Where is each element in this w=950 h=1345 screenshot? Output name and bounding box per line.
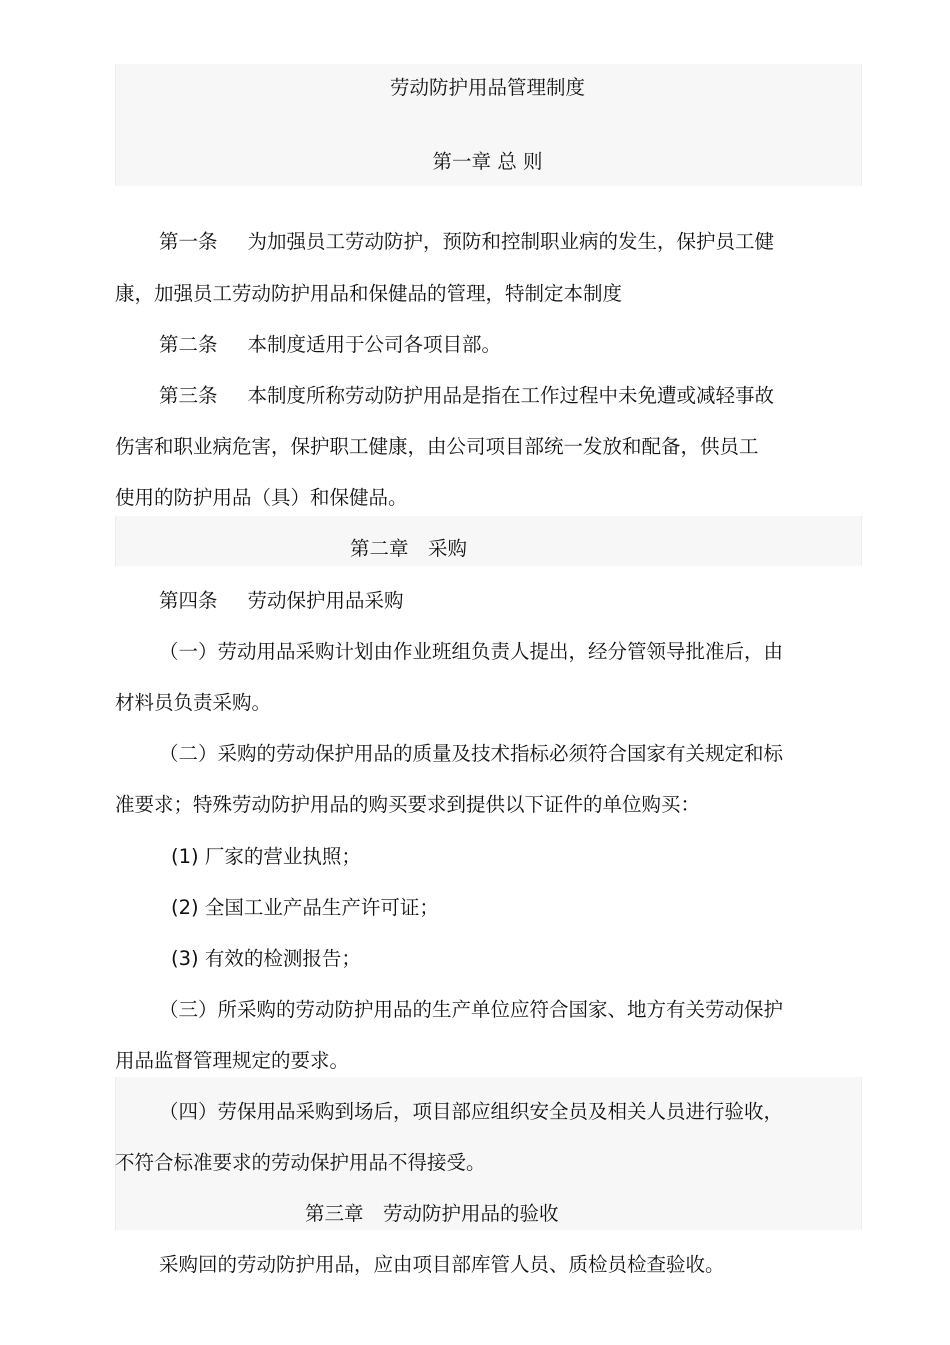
list-item-2: (2) 全国工业产品生产许可证； [171,896,439,919]
clause-4-line-2: 不符合标准要求的劳动保护用品不得接受。 [115,1151,486,1174]
clause-4-line-1: （四）劳保用品采购到场后，项目部应组织安全员及相关人员进行验收， [159,1100,784,1123]
article-2 [115,331,879,359]
clause-3-line-1: （三）所采购的劳动防护用品的生产单位应符合国家、地方有关劳动保护 [159,998,784,1021]
clause-2-line-1: （二）采购的劳动保护用品的质量及技术指标必须符合国家有关规定和标 [159,742,784,765]
list-item-3: (3) 有效的检测报告； [171,947,361,970]
article-2-label: 第二条 [159,333,218,356]
list-item-1: (1) 厂家的营业执照； [171,845,361,868]
chapter-heading-2: 第二章 采购 [350,537,468,560]
article-4-text: 劳动保护用品采购 [247,589,404,612]
article-1-text: 为加强员工劳动防护，预防和控制职业病的发生，保护员工健 [247,230,775,253]
article-3-line-3: 使用的防护用品（具）和保健品。 [115,486,408,509]
article-1-line-2: 康，加强员工劳动防护用品和保健品的管理，特制定本制度 [115,282,623,305]
article-3-label: 第三条 [159,384,218,407]
article-3-line-1 [115,382,879,410]
article-1-line-1 [115,228,879,256]
clause-1-line-2: 材料员负责采购。 [115,691,272,714]
chapter-heading-3: 第三章 劳动防护用品的验收 [305,1202,559,1225]
clause-1-line-1: （一）劳动用品采购计划由作业班组负责人提出，经分管领导批准后，由 [159,640,784,663]
clause-2-line-2: 准要求；特殊劳动防护用品的购买要求到提供以下证件的单位购买： [115,793,701,816]
acceptance-paragraph: 采购回的劳动防护用品，应由项目部库管人员、质检员检查验收。 [159,1253,725,1276]
article-3-line-2: 伤害和职业病危害，保护职工健康，由公司项目部统一发放和配备，供员工 [115,435,759,458]
article-4-label: 第四条 [159,589,218,612]
article-1-label: 第一条 [159,230,218,253]
article-2-text: 本制度适用于公司各项目部。 [247,333,502,356]
document-title: 劳动防护用品管理制度 [389,76,585,99]
article-3-text: 本制度所称劳动防护用品是指在工作过程中未免遭或减轻事故 [247,384,775,407]
clause-3-line-2: 用品监督管理规定的要求。 [115,1049,350,1072]
chapter-heading-1: 第一章 总 则 [432,150,543,173]
article-4 [115,587,879,615]
